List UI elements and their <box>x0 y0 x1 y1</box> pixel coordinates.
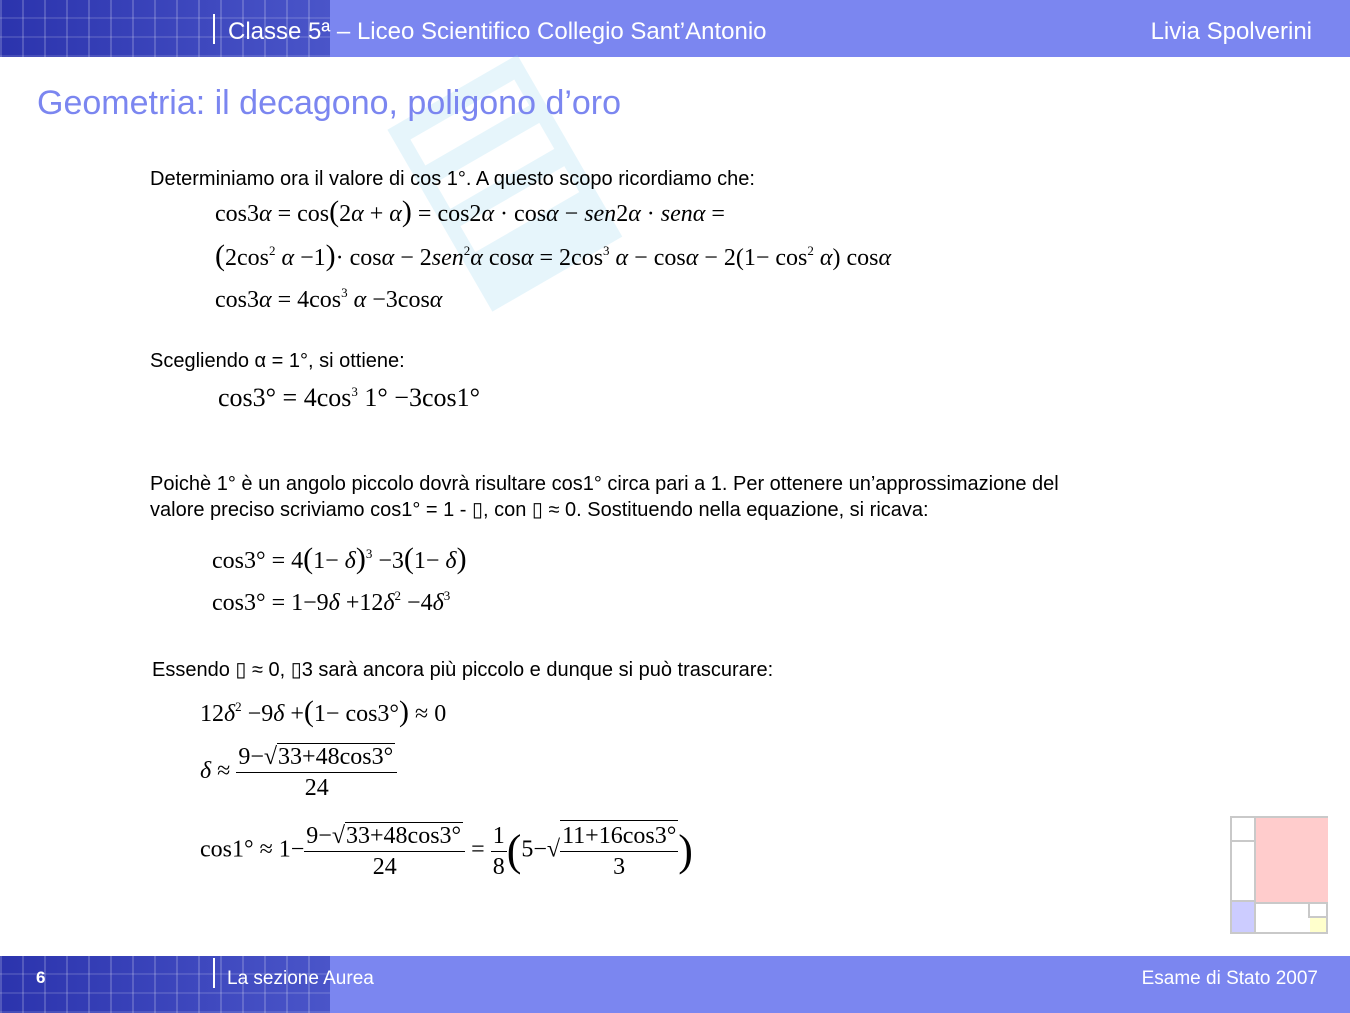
header-bar <box>0 0 1350 57</box>
slide-title: Geometria: il decagono, poligono d’oro <box>37 84 622 122</box>
formula-delta-solution: δ ≈ $\frac{9-√33+48\cos 3^\circ}{24}$ <box>200 742 397 803</box>
paragraph-approximation-line1: Poichè 1° è un angolo piccolo dovrà risultare cos1° circa pari a 1. Per ottenere un’approssimazione del <box>150 473 1059 495</box>
formula-cos1deg: cos1° ≈ 1− $\frac{9-√33+48\cos 3^\circ}{24}$ = $\frac{1}{8}$ (5−√ $\frac{11+16\cos 3^\circ}{3}$ ) <box>200 820 693 882</box>
formula-cos3a-expansion: cos3α = cos(2α + α) = cos2α · cosα − sen2α · senα = <box>215 195 725 228</box>
page-number: 6 <box>36 968 46 987</box>
header-separator <box>213 14 215 44</box>
formula-quadratic: $12\delta^2 -9\delta +(1- \cos 3^\circ) \approx 0$ <box>200 695 447 728</box>
formula-cos3deg: $\cos 3^\circ = 4\cos^3$ 1° −3cos1° <box>218 383 481 412</box>
paragraph-approximation-line2: valore preciso scriviamo cos1° = 1 - ▯, con ▯ ≈ 0. Sostituendo nella equazione, si ricava: <box>150 499 929 521</box>
footer-bar <box>0 956 1350 1013</box>
footer-section-title: La sezione Aurea <box>227 968 374 989</box>
formula-cos3a-step: ($2\cos^2$ α −1)· cosα − 2sen$^2$α $\cos\alpha = 2\cos^3$ $\alpha - \cos\alpha - 2(1- \cos^2 \alpha)$ cosα <box>215 239 892 272</box>
formula-cos3a-result: $\cos 3\alpha = 4\cos^3$ α −3cosα <box>215 285 443 313</box>
golden-rectangle-icon <box>1230 816 1328 934</box>
footer-exam-label: Esame di Stato 2007 <box>1141 968 1318 989</box>
paragraph-intro: Determiniamo ora il valore di cos 1°. A questo scopo ricordiamo che: <box>150 168 755 190</box>
header-title: Classe 5ª – Liceo Scientifico Collegio Sant’Antonio <box>228 18 767 45</box>
footer-separator <box>213 958 215 988</box>
formula-delta-substitution: $\cos 3^\circ = 4(1- \delta)^3 -3(1- \delta)$ <box>212 542 467 575</box>
paragraph-choose-alpha: Scegliendo α = 1°, si ottiene: <box>150 350 405 372</box>
header-author: Livia Spolverini <box>1150 18 1312 45</box>
formula-delta-expanded: $\cos 3^\circ = 1-9\delta +12\delta^2 -4\delta^3$ <box>212 588 451 616</box>
paragraph-neglect-cubic: Essendo ▯ ≈ 0, ▯3 sarà ancora più piccolo e dunque si può trascurare: <box>152 659 774 681</box>
